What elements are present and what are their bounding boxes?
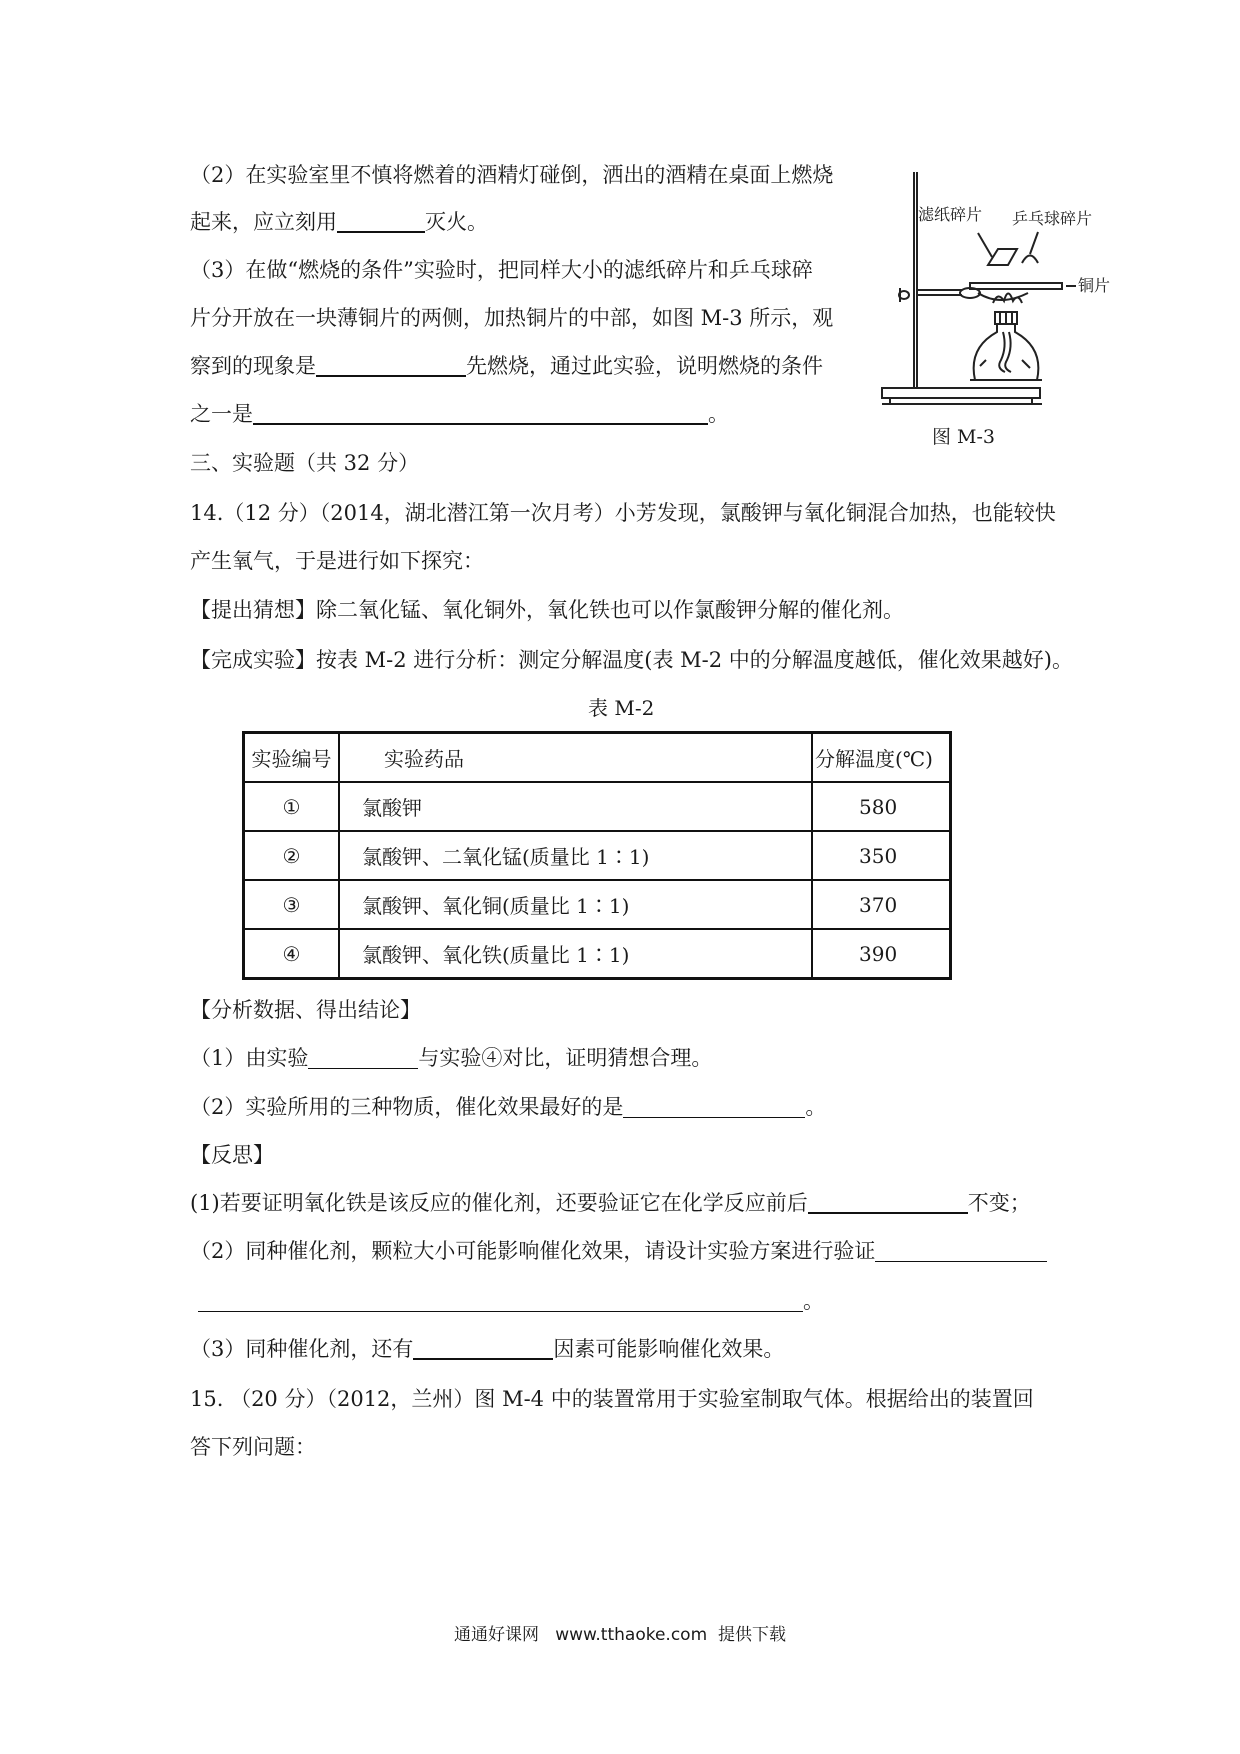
- table-header: 实验编号: [244, 733, 340, 783]
- table-cell: 氯酸钾: [339, 782, 812, 831]
- table-row: [244, 929, 951, 979]
- table-row: [244, 880, 951, 929]
- table-header-row: [244, 733, 951, 783]
- answer-blank[interactable]: [308, 1046, 418, 1069]
- q13-part2-line1: （2）在实验室里不慎将燃着的酒精灯碰倒，洒出的酒精在桌面上燃烧: [190, 163, 834, 187]
- table-cell: 350: [812, 831, 951, 880]
- answer-blank[interactable]: [337, 209, 425, 233]
- table-caption: 表 M-2: [588, 696, 655, 720]
- table-cell: 390: [812, 929, 951, 979]
- text: 先燃烧，通过此实验，说明燃烧的条件: [466, 354, 823, 378]
- q14-hypothesis: 【提出猜想】除二氧化锰、氧化铜外，氧化铁也可以作氯酸钾分解的催化剂。: [190, 598, 904, 622]
- table-row: [244, 782, 951, 831]
- reflect-q1: [190, 1188, 1031, 1218]
- reflect-q3: [190, 1334, 784, 1364]
- table-cell: ④: [244, 929, 340, 979]
- text: (1)若要证明氧化铁是该反应的催化剂，还要验证它在化学反应前后: [190, 1191, 808, 1215]
- table-header: 实验药品: [339, 733, 812, 783]
- table-cell: 370: [812, 880, 951, 929]
- experiment-table: [242, 731, 952, 980]
- answer-blank[interactable]: [875, 1239, 1047, 1262]
- label-filter-paper: 滤纸碎片: [918, 205, 983, 224]
- text: （2）实验所用的三种物质，催化效果最好的是: [190, 1095, 624, 1119]
- text: （3）同种催化剂，还有: [190, 1337, 414, 1361]
- text: 不变；: [967, 1191, 1031, 1215]
- q14-intro-line1: 14.（12 分）（2014，湖北潜江第一次月考）小芳发现，氯酸钾与氧化铜混合加热，也能较快: [190, 501, 1056, 525]
- text: 因素可能影响催化效果。: [553, 1337, 785, 1361]
- reflect-q2: [190, 1236, 1047, 1266]
- text: （1）由实验: [190, 1046, 309, 1070]
- q14-experiment: 【完成实验】按表 M-2 进行分析：测定分解温度(表 M-2 中的分解温度越低，催化效果越好)。: [190, 648, 1074, 672]
- figure-m3: [870, 160, 1110, 450]
- text: 与实验④对比，证明猜想合理。: [418, 1046, 713, 1070]
- reflect-q2-continuation: [198, 1286, 824, 1316]
- table-cell: ③: [244, 880, 340, 929]
- q13-part3-line1: （3）在做“燃烧的条件”实验时，把同样大小的滤纸碎片和乒乓球碎: [190, 258, 813, 282]
- q13-part3-line3: [190, 351, 823, 381]
- page-footer: 通通好课网 www.tthaoke.com 提供下载: [454, 1625, 786, 1645]
- q13-part3-line2: 片分开放在一块薄铜片的两侧，加热铜片的中部，如图 M-3 所示，观: [190, 306, 834, 330]
- table-cell: 氯酸钾、二氧化锰(质量比 1∶1): [339, 831, 812, 880]
- section-title: 三、实验题（共 32 分）: [190, 451, 420, 475]
- q13-part3-line4: [190, 399, 729, 429]
- table-cell: ②: [244, 831, 340, 880]
- analysis-title: 【分析数据、得出结论】: [190, 998, 421, 1022]
- text: 之一是: [190, 402, 253, 426]
- table-cell: 580: [812, 782, 951, 831]
- q15-line1: 15. （20 分）（2012，兰州）图 M-4 中的装置常用于实验室制取气体。根据给出的装置回: [190, 1387, 1034, 1411]
- q13-part2-line2: [190, 207, 488, 237]
- q14-intro-line2: 产生氧气，于是进行如下探究：: [190, 549, 484, 573]
- reflect-title: 【反思】: [190, 1143, 274, 1167]
- text: 。: [708, 402, 729, 426]
- answer-blank[interactable]: [198, 1289, 803, 1312]
- table-cell: 氯酸钾、氧化铁(质量比 1∶1): [339, 929, 812, 979]
- burning-condition-apparatus-diagram: [870, 160, 1110, 410]
- text: （2）同种催化剂，颗粒大小可能影响催化效果，请设计实验方案进行验证: [190, 1239, 876, 1263]
- text: 起来，应立刻用: [190, 210, 337, 234]
- analysis-q1: [190, 1043, 712, 1073]
- text: 灭火。: [425, 210, 488, 234]
- answer-blank[interactable]: [808, 1190, 968, 1214]
- text: 。: [805, 1095, 827, 1119]
- label-copper-sheet: 铜片: [1078, 276, 1111, 295]
- text: 察到的现象是: [190, 354, 316, 378]
- analysis-q2: [190, 1092, 826, 1122]
- answer-blank[interactable]: [623, 1095, 805, 1118]
- text: 。: [803, 1289, 824, 1313]
- label-pingpong-ball: 乒乓球碎片: [1012, 209, 1093, 228]
- table-cell: 氯酸钾、氧化铜(质量比 1∶1): [339, 880, 812, 929]
- figure-caption: 图 M-3: [932, 426, 996, 448]
- table-cell: ①: [244, 782, 340, 831]
- answer-blank[interactable]: [316, 353, 466, 377]
- answer-blank[interactable]: [253, 401, 708, 425]
- table-row: [244, 831, 951, 880]
- q15-line2: 答下列问题：: [190, 1435, 316, 1459]
- table-header: 分解温度(℃): [812, 733, 951, 783]
- answer-blank[interactable]: [413, 1336, 553, 1360]
